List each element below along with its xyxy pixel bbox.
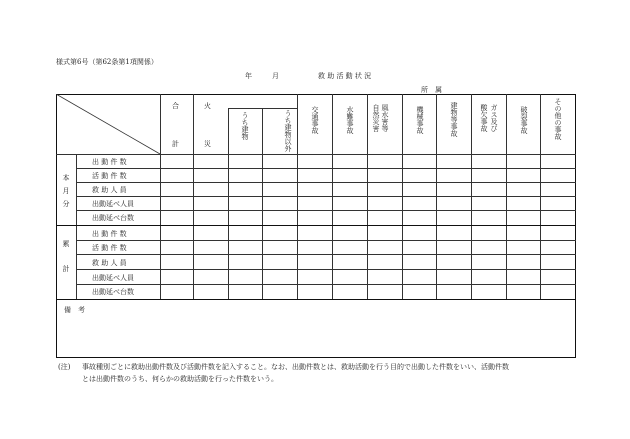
col-other: その他の事故 bbox=[554, 98, 562, 140]
row-label-rescued-persons: 救 助 人 員 bbox=[92, 186, 127, 194]
col-fire-bottom: 災 bbox=[204, 140, 211, 148]
page-title: 救 助 活 動 状 況 bbox=[318, 72, 372, 80]
col-fire-top: 火 bbox=[204, 102, 211, 110]
form-number-label: 様式第6号（第62条第1項関係） bbox=[56, 58, 158, 66]
col-natural-1: 風水害等 bbox=[381, 104, 389, 132]
row-label-activity-count: 活 動 件 数 bbox=[92, 244, 127, 252]
col-building: 建物等事故 bbox=[450, 102, 458, 137]
col-fire-non-building: うち建物以外 bbox=[284, 110, 292, 152]
col-machine: 機械事故 bbox=[416, 106, 424, 134]
row-label-activity-count: 活 動 件 数 bbox=[92, 172, 127, 180]
col-traffic: 交通事故 bbox=[311, 106, 319, 134]
title-month: 月 bbox=[272, 72, 279, 80]
col-rupture: 破裂事故 bbox=[520, 106, 528, 134]
group-label-cumulative: 累計 bbox=[62, 240, 70, 290]
row-label-dispatch-count: 出 動 件 数 bbox=[92, 230, 127, 238]
row-label-total-vehicles: 出動延べ台数 bbox=[92, 288, 134, 296]
note-prefix: (注) bbox=[58, 363, 71, 371]
col-total-top: 合 bbox=[172, 102, 179, 110]
col-gas-1: ガス及び bbox=[490, 104, 498, 132]
row-label-total-personnel: 出動延べ人員 bbox=[92, 200, 134, 208]
header-diagonal bbox=[56, 94, 160, 155]
row-label-total-personnel: 出動延べ人員 bbox=[92, 274, 134, 282]
title-year: 年 bbox=[245, 72, 252, 80]
col-water: 水難事故 bbox=[346, 106, 354, 134]
col-natural-2: 自然災害 bbox=[372, 104, 380, 132]
col-total-bottom: 計 bbox=[172, 140, 179, 148]
row-label-rescued-persons: 救 助 人 員 bbox=[92, 259, 127, 267]
note-text-line-2: とは出動件数のうち、何らかの救助活動を行った件数をいう。 bbox=[82, 375, 278, 383]
row-label-total-vehicles: 出動延べ台数 bbox=[92, 214, 134, 222]
row-label-dispatch-count: 出 動 件 数 bbox=[92, 158, 127, 166]
affiliation-label: 所 属 bbox=[421, 86, 442, 94]
col-fire-building: うち建物 bbox=[241, 112, 249, 140]
rescue-table bbox=[56, 94, 576, 358]
remarks-label: 備 考 bbox=[64, 306, 85, 314]
group-label-current-month: 本月分 bbox=[62, 174, 70, 213]
note-text-line-1: 事故種別ごとに救助出動件数及び活動件数を記入すること。なお、出動件数とは、救助活動を行う目的で出動した件数をいい、活動件数 bbox=[82, 363, 509, 371]
col-gas-2: 酸欠事故 bbox=[480, 104, 488, 132]
